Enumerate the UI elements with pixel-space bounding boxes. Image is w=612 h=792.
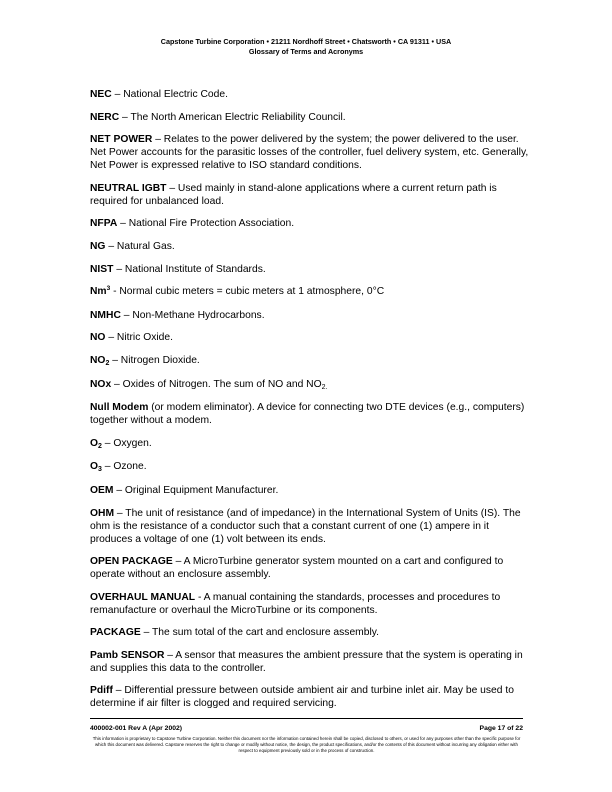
definition: – A sensor that measures the ambient pressure that the system is operating in and supplies this data to the controller. [90,649,523,674]
term: O [90,437,99,449]
subscript: 2 [105,359,110,367]
definition: – Relates to the power delivered by the system; the power delivered to the user. Net Power accounts for the parasitic losses of the controller, fuel delivery system, etc. Generally, Net Power is expressed relative to ISO standard conditions. [90,134,529,172]
footer-line [90,724,523,733]
term: NO [90,354,106,366]
entry-null-modem [90,401,530,427]
term: Pdiff [90,685,113,697]
definition: – National Institute of Standards. [113,263,266,275]
page-footer [90,718,523,755]
term: NIST [90,263,114,275]
definition: - Normal cubic meters = cubic meters at 1 atmosphere, 0°C [110,286,385,298]
term: NMHC [90,309,121,321]
term: NOx [90,378,112,390]
company-address: Capstone Turbine Corporation • 21211 Nordhoff Street • Chatsworth • CA 91311 • USA [160,37,452,46]
term: OPEN PACKAGE [90,556,173,568]
definition: – Oxides of Nitrogen. The sum of NO and NO [111,378,322,390]
entry-neutral-igbt [90,182,530,208]
subscript: 2. [321,383,328,391]
entry-o3 [90,460,530,474]
entry-ohm [90,507,530,546]
entry-overhaul-manual [90,591,530,617]
entry-nmhc [90,309,530,322]
term: OVERHAUL MANUAL [90,591,196,603]
entry-o2 [90,437,530,451]
term: NEUTRAL IGBT [90,182,167,194]
definition: – The North American Electric Reliability Council. [119,111,346,123]
definition: – Nitric Oxide. [105,332,173,344]
definition: – Used mainly in stand-alone applications where a current return path is required for unbalanced load. [90,182,497,207]
glossary-entries [90,88,530,720]
entry-open-package [90,555,530,581]
entry-nist [90,263,530,276]
definition: – Differential pressure between outside ambient air and turbine inlet air. May be used to determine if air filter is clogged and required servicing. [90,685,514,710]
page-number: Page 17 of 22 [479,725,523,732]
entry-pdiff [90,684,530,710]
definition: (or modem eliminator). A device for connecting two DTE devices (e.g., computers) together without a modem. [90,402,525,427]
term: NEC [90,89,112,100]
footer-divider [90,718,523,719]
definition: – National Fire Protection Association. [117,218,295,230]
entry-nm3 [90,285,530,299]
entry-nerc [90,111,530,124]
term: OEM [90,484,114,496]
term: Null Modem [90,402,149,414]
definition: – Original Equipment Manufacturer. [113,484,279,496]
entry-ng [90,240,530,253]
entry-package [90,626,530,639]
definition: - A manual containing the standards, processes and procedures to remanufacture or overhaul the MicroTurbine or its components. [90,591,501,616]
proprietary-notice: This information is proprietary to Capstone Turbine Corporation. Neither this document nor the information contained herein shall be copied, disclosed to others, or used for any purposes other than the specific purpose for which this document was delivered. Capstone reserves the right to change or modify without notice, the design, the product specifications, and/or the contents of this document without incurring any obligation either with respect to equipment previously sold or in the process of construction. [92,736,521,754]
entry-nfpa [90,217,530,230]
subscript: 3 [98,466,102,474]
definition: – Oxygen. [101,437,152,449]
subscript: 2 [98,442,102,450]
term: NFPA [90,218,118,230]
entry-nox [90,378,530,392]
entry-nec [90,88,530,101]
document-number: 400002-001 Rev A (Apr 2002) [90,725,183,732]
term: PACKAGE [90,627,141,639]
entry-oem [90,484,530,497]
term: NET POWER [90,134,153,146]
document-title: Glossary of Terms and Acronyms [248,47,364,56]
term: Pamb SENSOR [90,649,165,661]
definition: – Natural Gas. [105,240,175,252]
term: NO [90,332,106,344]
definition: – Ozone. [101,461,147,473]
superscript: 3 [106,285,111,293]
term: NG [90,240,106,252]
term: NERC [90,111,120,123]
entry-net-power [90,133,530,172]
definition: – The unit of resistance (and of impedance) in the International System of Units (IS). The ohm is the resistance of a conductor such that a constant current of one (1) ampere in it produces a voltage of one (1) volt between its ends. [90,507,521,545]
definition: – The sum total of the cart and enclosure assembly. [140,627,380,639]
definition: – Nitrogen Dioxide. [109,354,200,366]
entry-no2 [90,354,530,368]
page-header [0,37,612,57]
term: OHM [90,507,115,519]
entry-no [90,331,530,344]
term: Nm [90,286,107,298]
definition: – A MicroTurbine generator system mounted on a cart and configured to operate without an enclosure assembly. [90,556,504,581]
definition: – National Electric Code. [111,89,228,100]
entry-pamb-sensor [90,649,530,675]
definition: – Non-Methane Hydrocarbons. [120,309,265,321]
term: O [90,461,99,473]
